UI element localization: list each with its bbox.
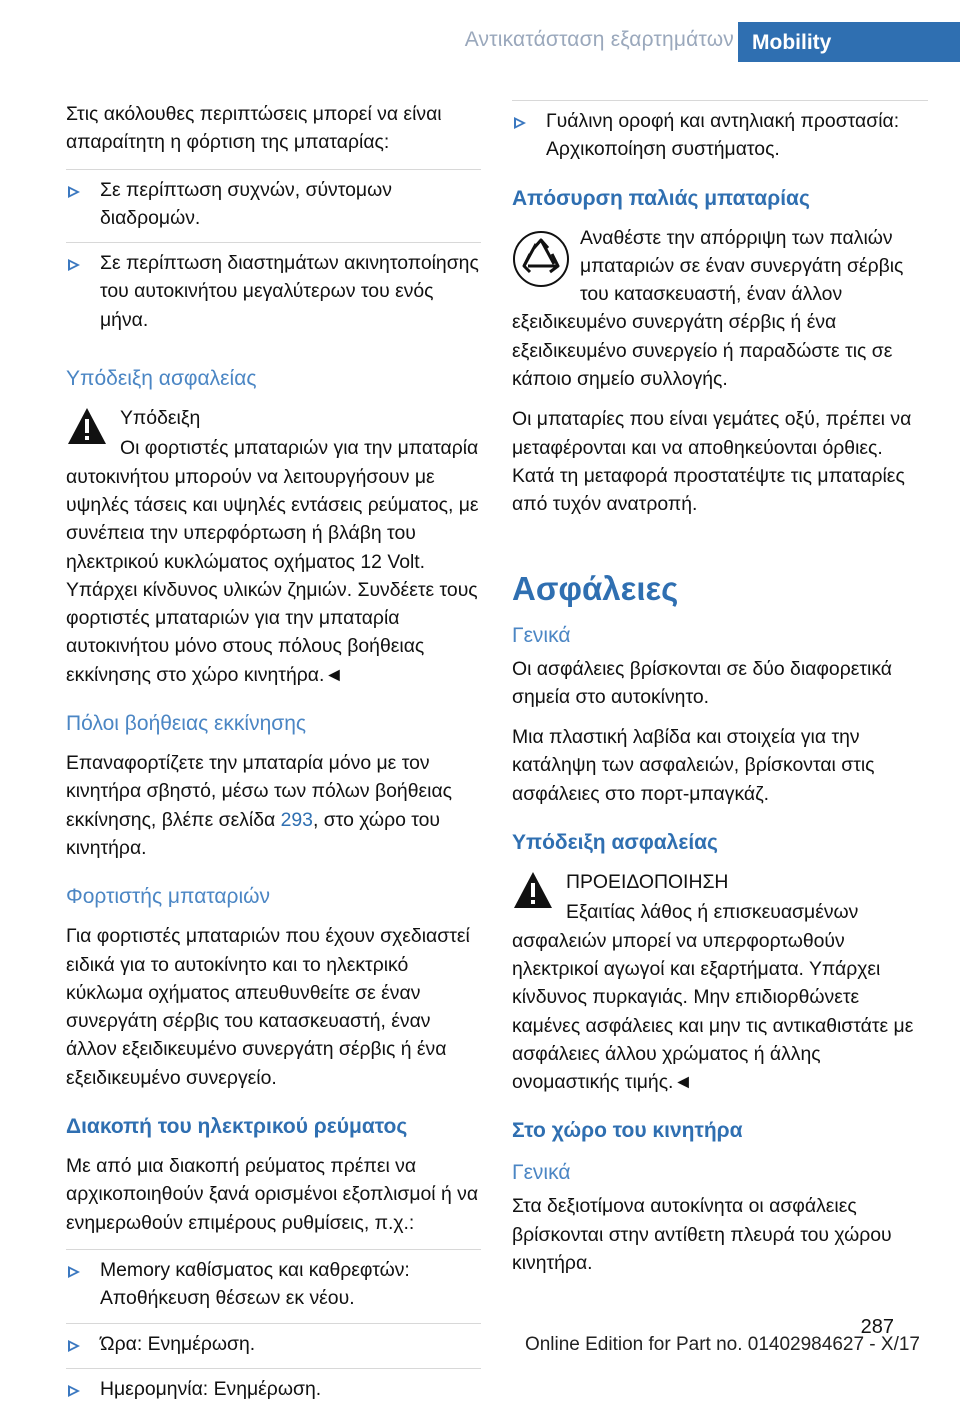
bullet-triangle-icon bbox=[68, 1340, 80, 1352]
warning-triangle-icon bbox=[66, 406, 108, 446]
safety-text: Οι φορτιστές μπαταριών για την μπαταρία αυτοκινήτου μπορούν να λειτουργήσουν με υψηλές τάσεις και υψηλές εντάσεις ρεύματος, με συνέπεια την υπερφόρτωση ή βλάβη του ηλεκτρικού κυκλώματος οχήματος 12 Volt. Υπάρχει κίνδυνος υλικών ζημιών. Συνδέετε τους φορτιστές μπαταριών για την μπαταρία αυτοκινήτου μόνο στους πόλους βοήθειας εκκίνησης στο χώρο κινητήρα.◄ bbox=[66, 437, 479, 686]
section-heading-charger: Φορτιστής μπαταριών bbox=[66, 885, 271, 909]
page-reference-link[interactable]: 293 bbox=[280, 808, 313, 831]
charger-text: Για φορτιστές μπαταριών που έχουν σχεδιαστεί ειδικά για το αυτοκίνητο και το ηλεκτρικό κύκλωμα οχήματος απευθυνθείτε σε έναν συνεργάτη σέρβις του κατασκευαστή, έναν άλλον εξειδικευμένο συνεργάτη σέρβις ή ένα εξειδικευμένο συνεργείο. bbox=[66, 925, 470, 1089]
chapter-tab: Mobility bbox=[738, 22, 960, 62]
warning-note bbox=[512, 868, 928, 1096]
section-heading-safety: Υπόδειξη ασφαλείας bbox=[512, 831, 718, 855]
continued-list bbox=[512, 100, 928, 174]
page-number: 287 bbox=[860, 1316, 894, 1338]
section-title: Αντικατάσταση εξαρτημάτων bbox=[464, 28, 734, 51]
bullet-triangle-icon bbox=[68, 1266, 80, 1278]
jump-start-text: Επαναφορτίζετε την μπαταρία μόνο με τον κινητήρα σβηστό, μέσω των πόλων βοήθειας εκκίνησης, βλέπε σελίδα 293, στο χώρο του κινητήρα. bbox=[66, 752, 452, 859]
page-header bbox=[0, 0, 960, 62]
fuses-general-text-2: Μια πλαστική λαβίδα και στοιχεία για την κατάληψη των ασφαλειών, βρίσκονται στις ασφάλειες στο πορτ-μπαγκάζ. bbox=[512, 726, 875, 805]
battery-charge-intro: Στις ακόλουθες περιπτώσεις μπορεί να είναι απαραίτητη η φόρτιση της μπαταρίας: bbox=[66, 103, 442, 154]
list-item: Ώρα: Ενημέρωση. bbox=[66, 1323, 481, 1368]
subheading-general: Γενικά bbox=[512, 1161, 571, 1185]
bullet-triangle-icon bbox=[68, 186, 80, 198]
safety-label: Υπόδειξη bbox=[120, 407, 201, 430]
section-heading-engine-compartment: Στο χώρο του κινητήρα bbox=[512, 1119, 743, 1143]
fuses-general-text: Οι ασφάλειες βρίσκονται σε δύο διαφορετικά σημεία στο αυτοκίνητο. bbox=[512, 657, 893, 708]
charge-cases-list bbox=[66, 169, 481, 344]
reinit-list bbox=[66, 1249, 481, 1413]
right-column bbox=[512, 100, 928, 1289]
power-interruption-text: Με από μια διακοπή ρεύματος πρέπει να αρχικοποιηθούν ξανά ορισμένοι εξοπλισμοί ή να ενημερωθούν επιμέρους ρυθμίσεις, π.χ.: bbox=[66, 1155, 479, 1234]
subheading-general: Γενικά bbox=[512, 623, 571, 647]
section-heading-battery-disposal: Απόσυρση παλιάς μπαταρίας bbox=[512, 186, 810, 210]
edition-footer: Online Edition for Part no. 01402984627 - X/17 bbox=[524, 1334, 920, 1355]
safety-note bbox=[66, 404, 481, 689]
list-item: Ημερομηνία: Ενημέρωση. bbox=[66, 1368, 481, 1413]
list-item: Memory καθίσματος και καθρεφτών: Αποθήκευση θέσεων εκ νέου. bbox=[66, 1249, 481, 1323]
bullet-triangle-icon bbox=[68, 1385, 80, 1397]
section-heading-power-interruption: Διακοπή του ηλεκτρικού ρεύματος bbox=[66, 1115, 408, 1139]
warning-text: Εξαιτίας λάθος ή επισκευασμένων ασφαλειών μπορεί να υπερφορτωθούν ηλεκτρικοί αγωγοί και εξαρτήματα. Υπάρχει κίνδυνος πυρκαγιάς. Μην επιδιορθώνετε καμένες ασφάλειες και μην τις αντικαθιστάτε με ασφάλειες άλλου χρώματος ή άλλης ονομαστικής τιμής.◄ bbox=[512, 901, 914, 1094]
bullet-triangle-icon bbox=[514, 117, 526, 129]
engine-compartment-text: Στα δεξιοτίμονα αυτοκίνητα οι ασφάλειες βρίσκονται στην αντίθετη πλευρά του χώρου κινητήρα. bbox=[512, 1195, 892, 1275]
list-item: Σε περίπτωση διαστημάτων ακινητοποίησης του αυτοκινήτου μεγαλύτερων του ενός μήνα. bbox=[66, 242, 481, 344]
left-column bbox=[66, 100, 481, 1425]
list-item: Σε περίπτωση συχνών, σύντομων διαδρομών. bbox=[66, 169, 481, 243]
warning-triangle-icon bbox=[512, 870, 554, 910]
bullet-triangle-icon bbox=[68, 259, 80, 271]
chapter-heading-fuses: Ασφάλειες bbox=[512, 569, 679, 607]
disposal-text-2: Οι μπαταρίες που είναι γεμάτες οξύ, πρέπει να μεταφέρονται και να αποθηκεύονται όρθιες. Κατά τη μεταφορά προστατέψτε τις μπαταρίες από τυχόν ανατροπή. bbox=[512, 408, 912, 516]
section-heading-safety: Υπόδειξη ασφαλείας bbox=[66, 367, 257, 391]
list-item: Γυάλινη οροφή και αντηλιακή προστασία: Αρχικοποίηση συστήματος. bbox=[512, 100, 928, 174]
disposal-note bbox=[512, 224, 928, 394]
disposal-text: Αναθέστε την απόρριψη των παλιών μπαταριών σε έναν συνεργάτη σέρβις του κατασκευαστή, έναν άλλον εξειδικευμένο συνεργάτη σέρβις ή ένα εξειδικευμένο συνεργείο ή παραδώστε τις σε κάποιο σημείο συλλογής. bbox=[512, 226, 904, 391]
section-heading-jump-start: Πόλοι βοήθειας εκκίνησης bbox=[66, 712, 307, 736]
warning-label: ΠΡΟΕΙΔΟΠΟΙΗΣΗ bbox=[566, 871, 729, 894]
recycle-icon bbox=[512, 230, 570, 288]
